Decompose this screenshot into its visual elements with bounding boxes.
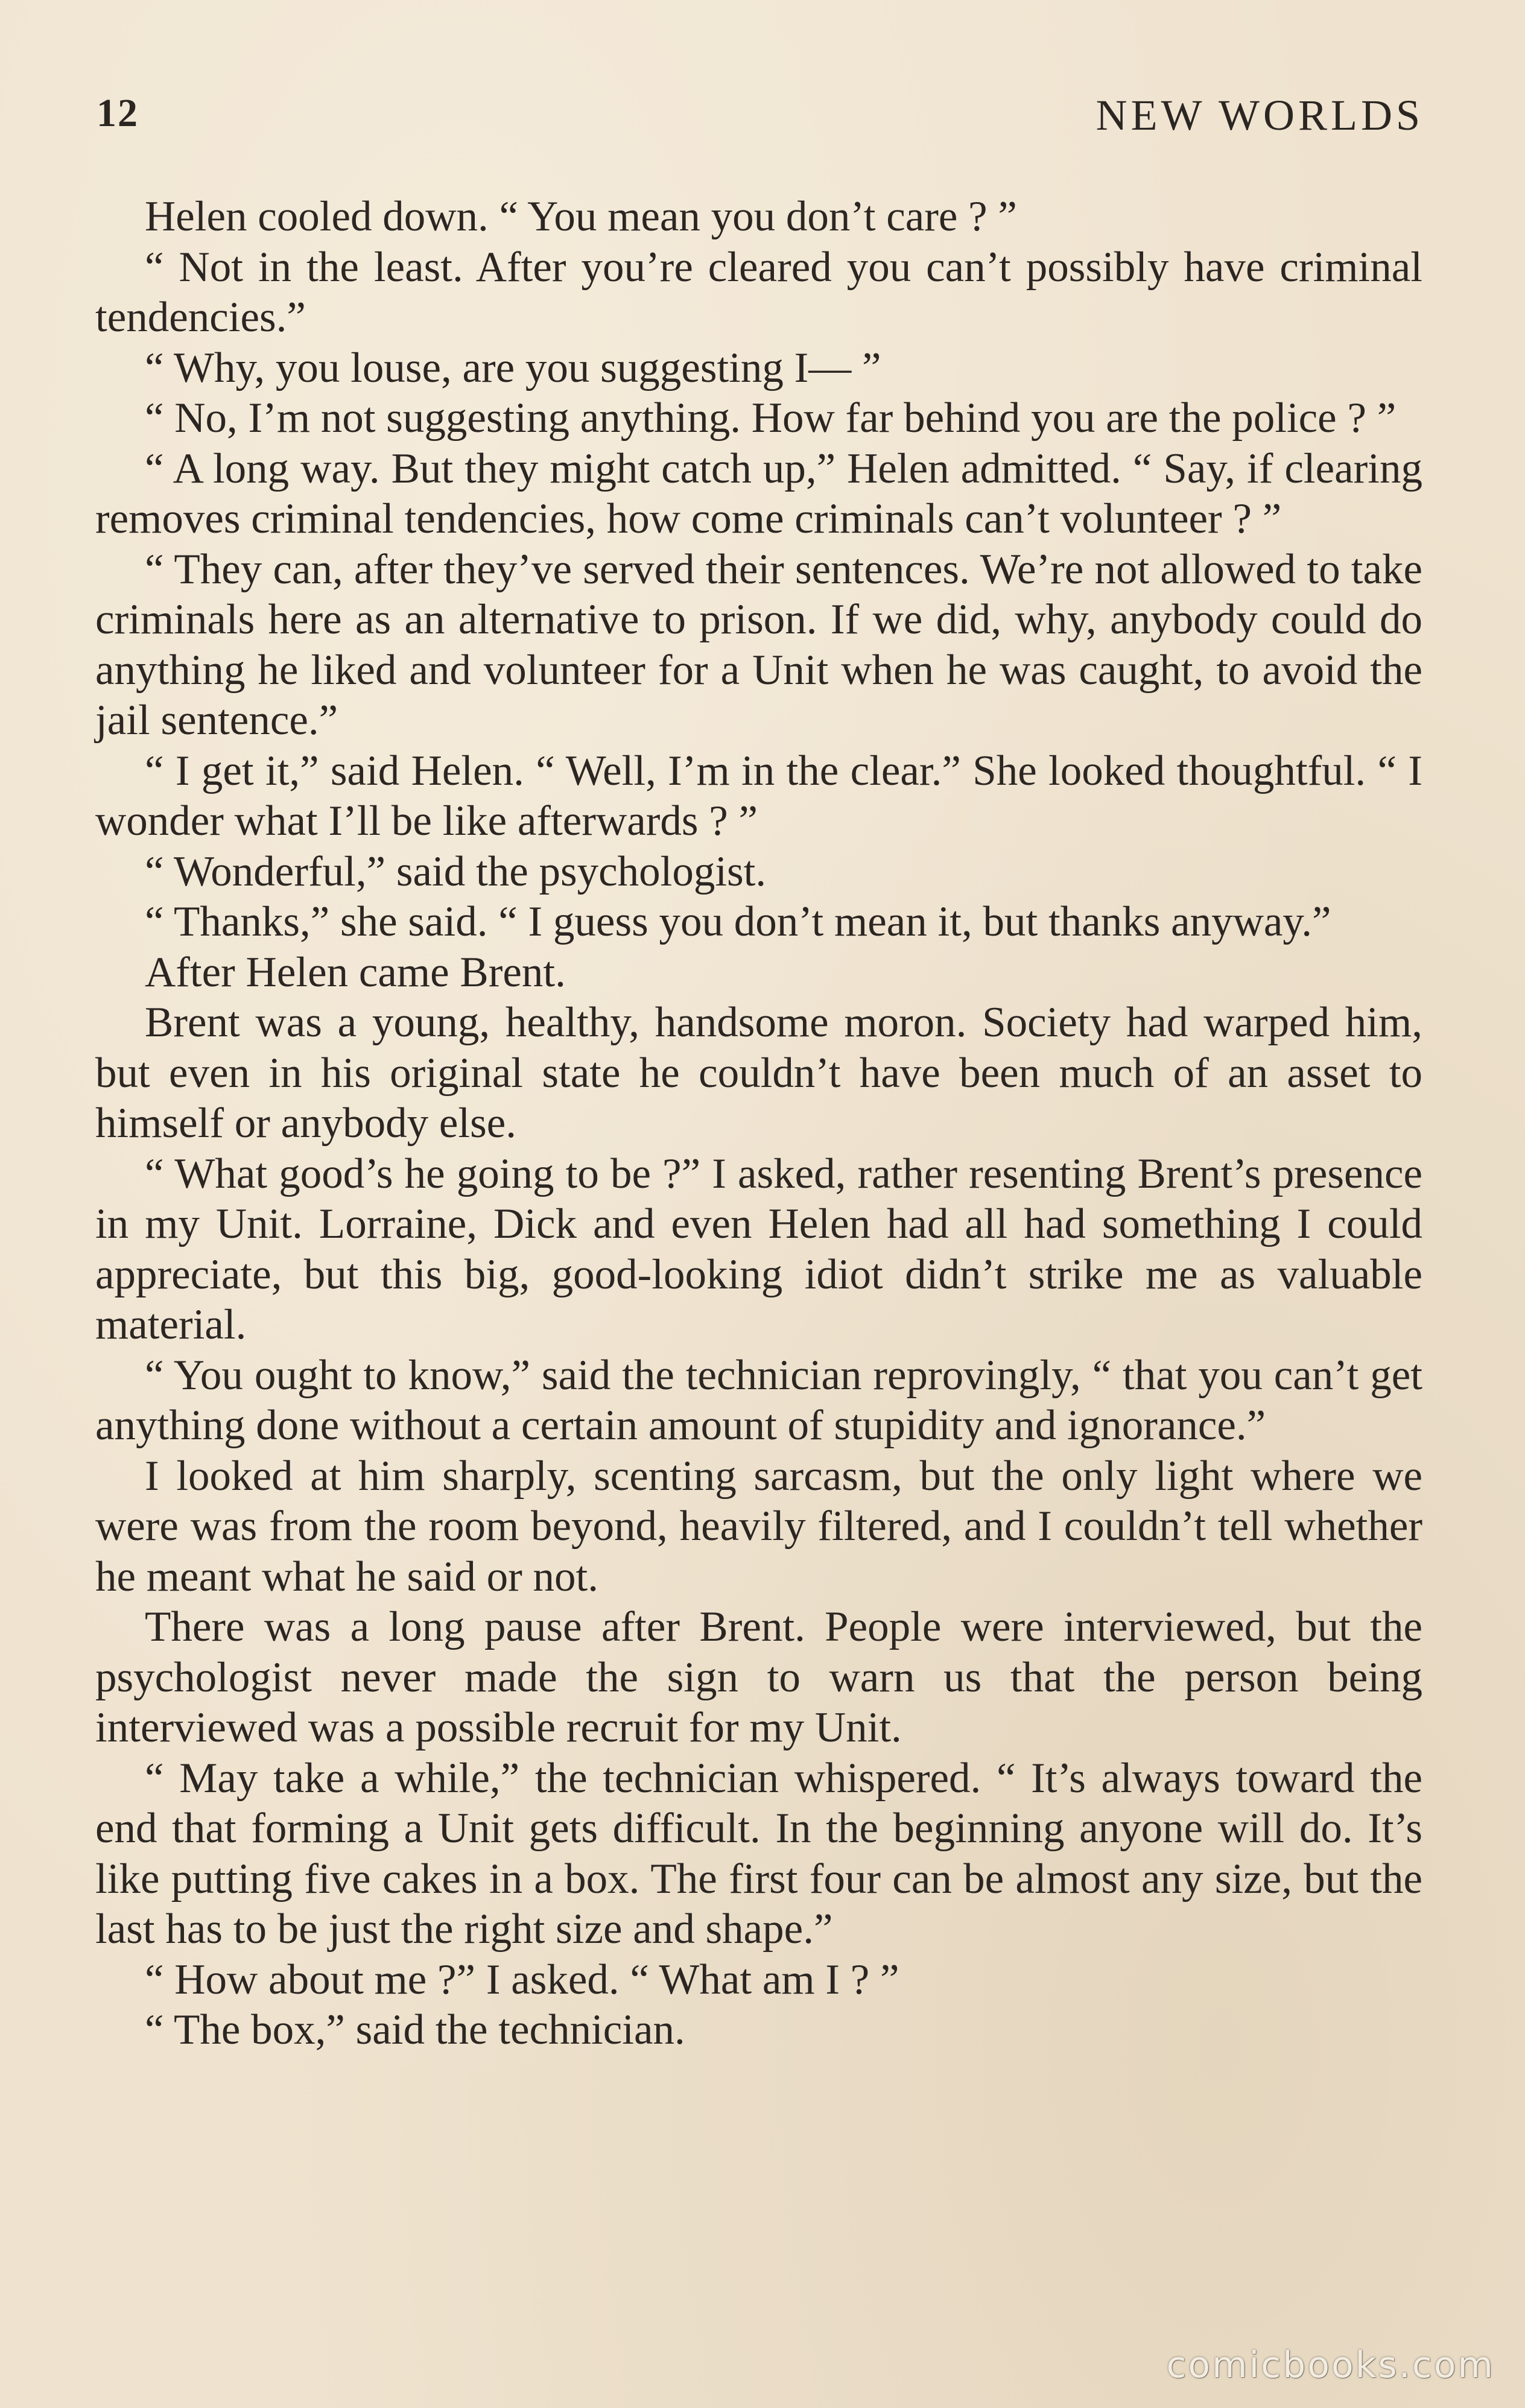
paragraph: There was a long pause after Brent. People were interviewed, but the psychologist never made the sign to warn us that the person being interviewed was a possible recruit for my Unit.: [95, 1603, 1422, 1751]
page-number: 12: [97, 91, 139, 135]
paragraph: “ Wonderful,” said the psychologist.: [145, 848, 767, 895]
body-text: [95, 192, 1422, 2056]
paragraph: “ I get it,” said Helen. “ Well, I’m in the clear.” She looked thoughtful. “ I wonder what I’ll be like afterwards ? ”: [95, 747, 1422, 844]
paragraph: “ They can, after they’ve served their sentences. We’re not allowed to take criminals here as an alternative to prison. If we did, why, anybody could do anything he liked and volunteer for a Unit when he was caught, to avoid the jail sentence.”: [95, 545, 1422, 744]
paragraph: “ You ought to know,” said the technician reprovingly, “ that you can’t get anything done without a certain amount of stupidity and ignorance.”: [95, 1351, 1422, 1449]
paragraph: “ May take a while,” the technician whispered. “ It’s always toward the end that forming a Unit gets difficult. In the beginning anyone will do. It’s like putting five cakes in a box. The first four can be almost any size, but the last has to be just the right size and shape.”: [95, 1754, 1422, 1953]
paragraph: After Helen came Brent.: [145, 948, 566, 996]
paragraph: “ How about me ?” I asked. “ What am I ? ”: [145, 1956, 899, 2003]
watermark: comicbooks.com: [1166, 2344, 1495, 2386]
paragraph: Helen cooled down. “ You mean you don’t care ? ”: [145, 193, 1017, 240]
paragraph: I looked at him sharply, scenting sarcasm, but the only light where we were was from the room beyond, heavily filtered, and I couldn’t tell whether he meant what he said or not.: [95, 1452, 1422, 1600]
page-header: [97, 90, 1424, 145]
paragraph: “ What good’s he going to be ?” I asked, rather resenting Brent’s presence in my Unit. Lorraine, Dick and even Helen had all had something I could appreciate, but this big, good-looking idiot didn’t strike me as valuable material.: [95, 1150, 1422, 1348]
paragraph: “ Not in the least. After you’re cleared you can’t possibly have criminal tendencies.”: [95, 243, 1422, 341]
paragraph: “ The box,” said the technician.: [145, 2006, 685, 2053]
paragraph: “ Thanks,” she said. “ I guess you don’t mean it, but thanks anyway.”: [145, 898, 1331, 945]
paragraph: “ Why, you louse, are you suggesting I— ”: [145, 344, 881, 391]
paragraph: “ A long way. But they might catch up,” Helen admitted. “ Say, if clearing removes criminal tendencies, how come criminals can’t volunteer ? ”: [95, 445, 1422, 542]
running-title: NEW WORLDS: [1095, 91, 1424, 139]
paragraph: Brent was a young, healthy, handsome moron. Society had warped him, but even in his original state he couldn’t have been much of an asset to himself or anybody else.: [95, 999, 1422, 1147]
paragraph: “ No, I’m not suggesting anything. How far behind you are the police ? ”: [145, 394, 1397, 442]
